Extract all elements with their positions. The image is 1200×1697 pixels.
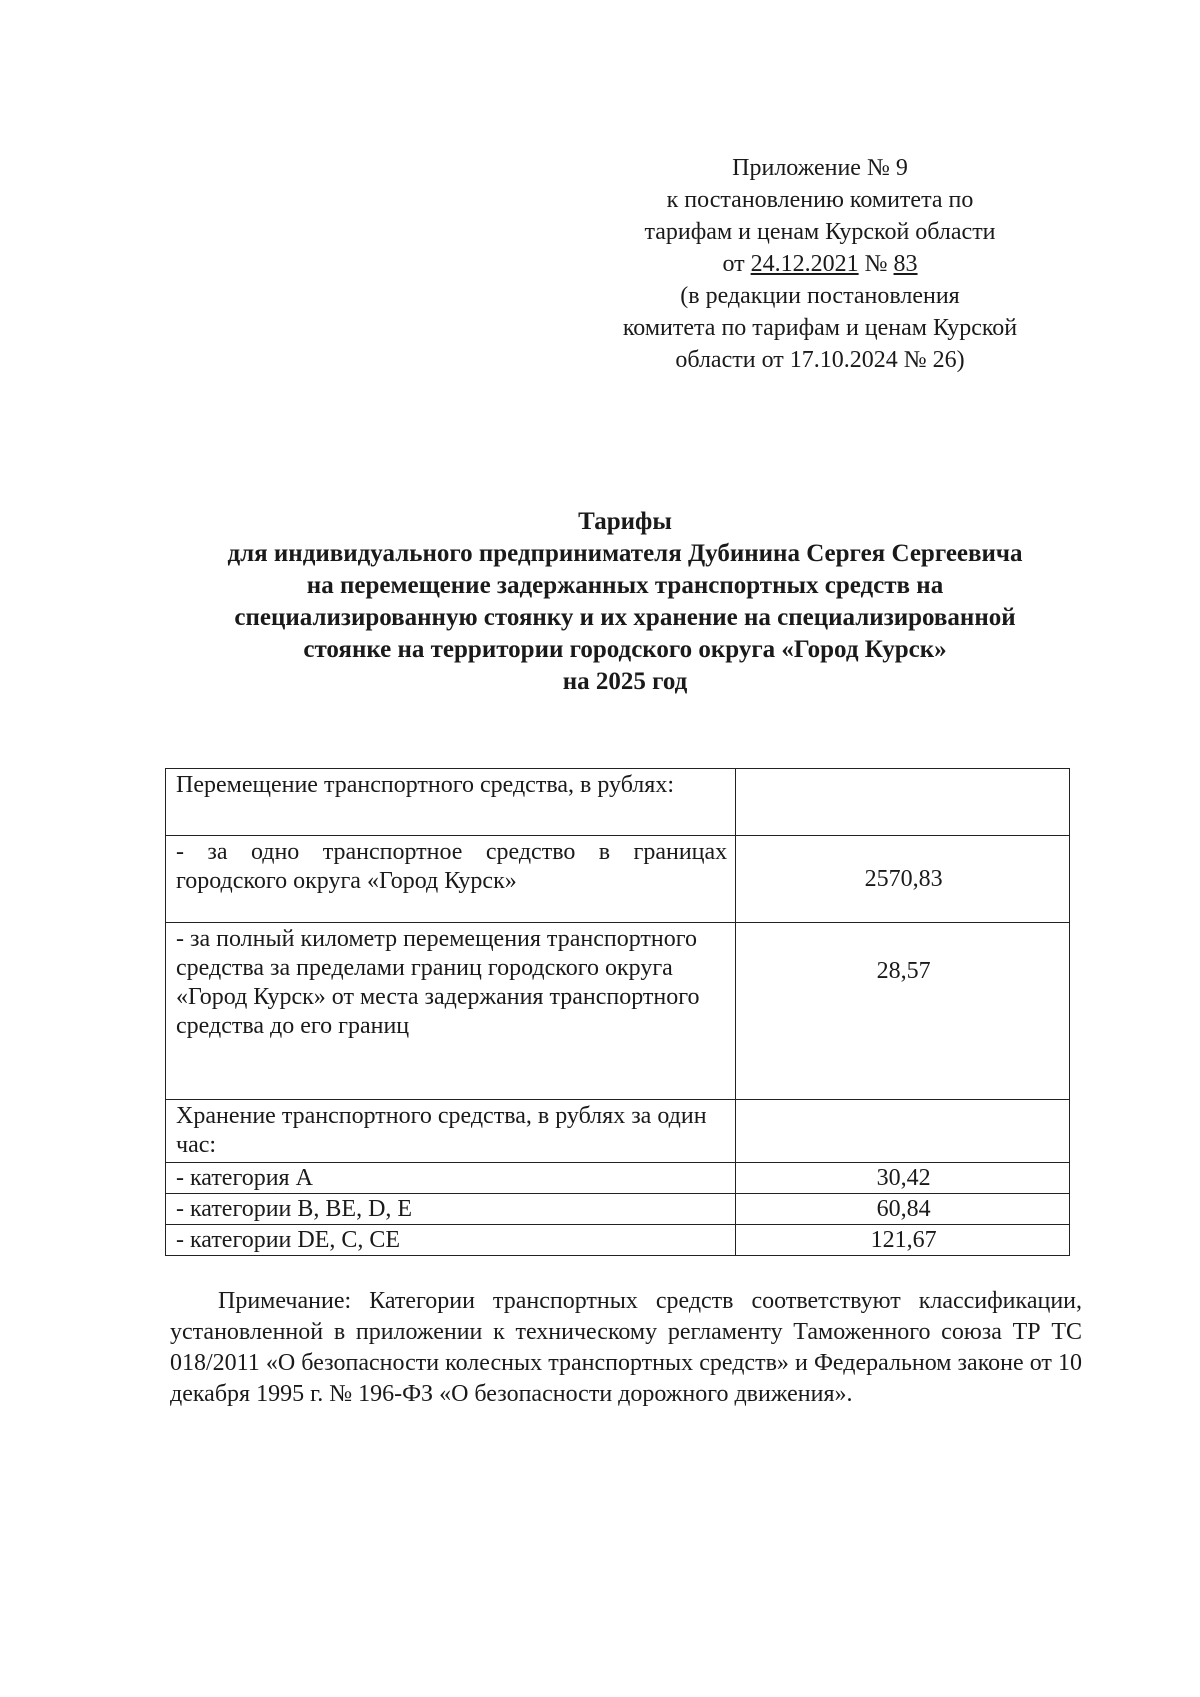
table-cell-description: - за одно транспортное средство в границах городского округа «Город Курск» — [166, 836, 736, 923]
table-row — [166, 1163, 1070, 1194]
table-row — [166, 923, 1070, 1100]
title-line-5: стоянке на территории городского округа «Город Курск» — [303, 636, 947, 663]
table-cell-description: Перемещение транспортного средства, в рублях: — [166, 769, 736, 836]
table-cell-description: - за полный километр перемещения транспортного средства за пределами границ городского округа «Город Курск» от места задержания транспортного средства до его границ — [166, 923, 736, 1100]
appendix-date-line — [560, 248, 1080, 280]
appendix-resolution-number: 83 — [893, 251, 918, 277]
appendix-date: 24.12.2021 — [750, 251, 859, 277]
table-cell-value — [736, 769, 1070, 836]
appendix-date-prefix: от — [722, 251, 751, 277]
document-title — [140, 506, 1110, 698]
appendix-number-sign: № — [858, 251, 894, 277]
title-line-4: специализированную стоянку и их хранение на специализированной — [234, 604, 1016, 631]
title-line-1: Тарифы — [578, 508, 672, 535]
table-cell-value: 60,84 — [736, 1194, 1070, 1225]
table-row — [166, 1100, 1070, 1163]
table-cell-description: - категории DE, C, CE — [166, 1225, 736, 1256]
table-row — [166, 769, 1070, 836]
note-paragraph: Примечание: Категории транспортных средств соответствуют классификации, установленной в приложении к техническому регламенту Таможенного союза ТР ТС 018/2011 «О безопасности колесных транспортных средств» и Федеральном законе от 10 декабря 1995 г. № 196-ФЗ «О безопасности дорожного движения». — [170, 1288, 1082, 1407]
appendix-header — [560, 152, 1080, 376]
table-cell-value: 30,42 — [736, 1163, 1070, 1194]
table-cell-description: - категории B, BE, D, E — [166, 1194, 736, 1225]
appendix-committee: тарифам и ценам Курской области — [644, 219, 996, 245]
table-cell-value: 28,57 — [736, 923, 1070, 1100]
appendix-number: Приложение № 9 — [732, 155, 908, 181]
appendix-resolution: к постановлению комитета по — [666, 187, 974, 213]
appendix-edition-committee: комитета по тарифам и ценам Курской — [622, 315, 1018, 341]
appendix-edition-date: области от 17.10.2024 № 26) — [675, 347, 965, 373]
table-cell-value: 2570,83 — [736, 836, 1070, 923]
table-row — [166, 836, 1070, 923]
appendix-edition: (в редакции постановления — [680, 283, 960, 309]
title-line-6: на 2025 год — [562, 668, 688, 695]
table-cell-value: 121,67 — [736, 1225, 1070, 1256]
table-row — [166, 1194, 1070, 1225]
table-cell-description: - категория А — [166, 1163, 736, 1194]
table-cell-description: Хранение транспортного средства, в рублях за один час: — [166, 1100, 736, 1163]
tariff-table — [165, 768, 1070, 1256]
table-row — [166, 1225, 1070, 1256]
table-cell-value — [736, 1100, 1070, 1163]
title-line-2: для индивидуального предпринимателя Дубинина Сергея Сергеевича — [227, 540, 1023, 567]
title-line-3: на перемещение задержанных транспортных средств на — [306, 572, 944, 599]
